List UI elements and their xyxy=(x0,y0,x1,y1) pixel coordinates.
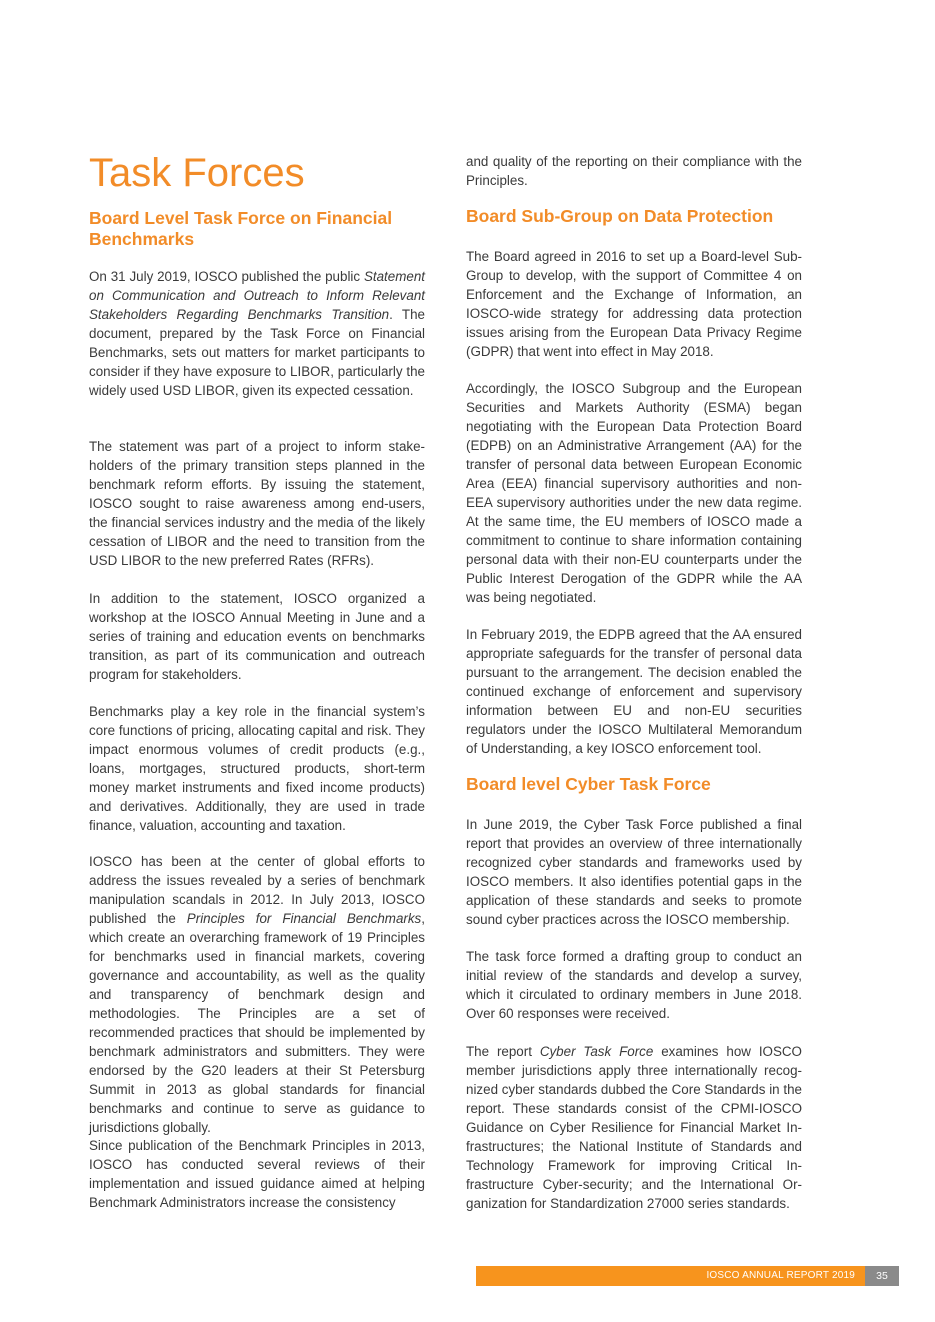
paragraph xyxy=(89,267,425,400)
page-number: 35 xyxy=(865,1266,899,1286)
text-run: , which create an overarching framework of 19 Principles for benchmarks used in financial markets, covering governance and accountability, as well as the quality and transparency of benchmark design and methodologies. The Principles are a set of recommended practices that should be implemented by benchmark administrators and submitters. They were endorsed by the G20 leaders at their St Petersburg Summit in 2013 as global standards for financial benchmarks and continue to serve as guidance to jurisdictions globally. xyxy=(89,911,425,1135)
footer-report-label: IOSCO ANNUAL REPORT 2019 xyxy=(706,1270,855,1281)
text-run: On 31 July 2019, IOSCO published the public xyxy=(89,269,364,284)
paragraph: Accordingly, the IOSCO Subgroup and the European Securities and Markets Authority (ESMA) began negotiating with the European Data Protection Board (EDPB) on an Administrative Arrangement (AA) for the transfer of personal data between European Economic Area (EEA) financial supervisory authorities and non-EEA supervisory authorities under the new data regime. At the same time, the EU members of IOSCO made a commitment to continue to share information containing personal data with their non-EU counterparts under the Public Interest Derogation of the GDPR while the AA was being negotiated. xyxy=(466,381,802,605)
section-heading-benchmarks: Board Level Task Force on Financial Benchmarks xyxy=(89,208,393,249)
paragraph: In June 2019, the Cyber Task Force published a final report that provides an overview of three internationally recognized cyber standards and frameworks used by IOSCO members. It also identifies potential gaps in the application of these standards and seeks to promote sound cyber practices across the IOSCO membership. xyxy=(466,817,802,927)
paragraph: In addition to the statement, IOSCO organized a workshop at the IOSCO Annual Meeting in June and a series of training and education events on benchmarks transition, as part of its communication and outreach program for stakeholders. xyxy=(89,591,425,682)
paragraph: Benchmarks play a key role in the financial system’s core functions of pricing, allocating capital and risk. They impact enormous volumes of credit products (e.g., loans, mortgages, structured products, short-term money market instruments and fixed income products) and derivatives. Additionally, they are used in trade finance, valuation, accounting and taxation. xyxy=(89,704,425,833)
footer-bar xyxy=(476,1266,865,1286)
paragraph: and quality of the reporting on their compliance with the Principles. xyxy=(466,154,802,188)
text-run: . The document, prepared by the Task Force on Financial Benchmarks, sets out matters for market participants to consider if they have exposure to LIBOR, particularly the widely used USD LIBOR, given its expected cessation. xyxy=(89,307,425,398)
section-heading-cyber: Board level Cyber Task Force xyxy=(466,774,711,794)
page-title: Task Forces xyxy=(89,151,305,195)
report-title-italic: Cyber Task Force xyxy=(539,1044,654,1059)
paragraph: The Board agreed in 2016 to set up a Board-level Sub-Group to develop, with the support of Committee 4 on Enforcement and the Exchange of Information, an IOSCO-wide strategy for addressing data protection issues arising from the European Data Privacy Regime (GDPR) that went into effect in May 2018. xyxy=(466,249,802,359)
text-run: The report xyxy=(466,1044,540,1059)
document-title-italic: Statement on Communication and Outreach to Inform Relevant Stakeholders Regarding Benchmarks Transition xyxy=(89,269,425,322)
paragraph: In February 2019, the EDPB agreed that the AA ensured appropriate safeguards for the transfer of personal data pursuant to the arrangement. The decision enabled the continued exchange of enforcement and supervisory information between EU and non-EU securities regulators under the IOSCO Multilateral Memorandum of Understanding, a key IOSCO enforcement tool. xyxy=(466,627,802,756)
text-run: IOSCO has been at the center of global efforts to address the issues revealed by a series of benchmark manipulation scandals in 2012. In July 2013, IOSCO published the xyxy=(89,854,425,926)
paragraph: Since publication of the Benchmark Principles in 2013, IOSCO has conducted several reviews of their implementation and issued guidance aimed at helping Benchmark Administrators increase the consistency xyxy=(89,1138,425,1210)
section-heading-data-protection: Board Sub-Group on Data Protection xyxy=(466,206,774,226)
text-run: examines how IOSCO member jurisdictions apply three internationally recog-nized cyber standards dubbed the Core Standards in the report. These standards consist of the CPMI-IOSCO Guidance on Cyber Resilience for Financial Market In-frastructures; the National Institute of Standards and Technology Framework for improving Critical In-frastructure Cyber-security; and the International Or-ganization for Standardization 27000 series standards. xyxy=(466,1044,802,1211)
paragraph: The statement was part of a project to inform stake-holders of the primary transition steps planned in the benchmark reform efforts. By issuing the statement, IOSCO sought to raise awareness among end-users, the financial services industry and the media of the likely cessation of LIBOR and the need to transition from the USD LIBOR to the new preferred Rates (RFRs). xyxy=(89,439,425,568)
paragraph xyxy=(466,1042,802,1213)
paragraph xyxy=(89,852,425,1137)
document-title-italic: Principles for Financial Benchmarks xyxy=(186,911,422,926)
paragraph: The task force formed a drafting group to conduct an initial review of the standards and develop a survey, which it circulated to ordinary members in June 2018. Over 60 responses were received. xyxy=(466,949,802,1021)
